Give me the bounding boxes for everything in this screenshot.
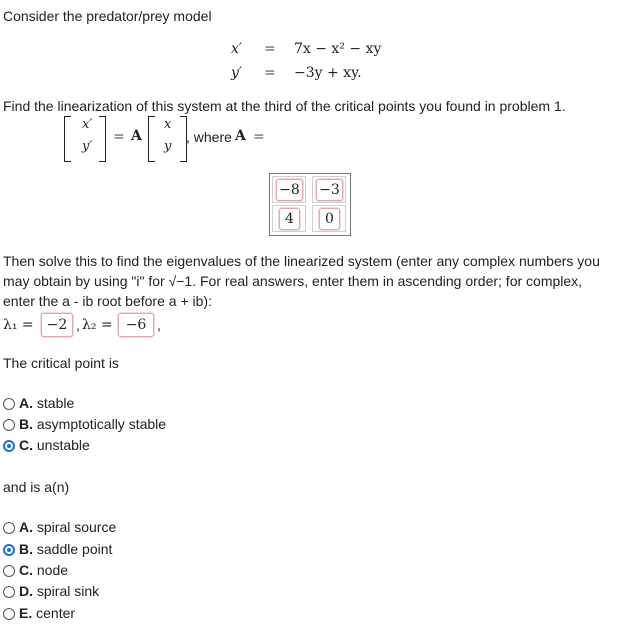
- matrix-answer-grid: [269, 173, 351, 236]
- lambda2-label: λ₂ =: [82, 317, 113, 333]
- matrix-a11-input[interactable]: −8: [276, 179, 303, 201]
- lhs-top: x′: [82, 117, 93, 132]
- intro-text: Consider the predator/prey model: [3, 8, 212, 24]
- eigen-instructions-3: enter the a - ib root before a + ib):: [3, 293, 212, 309]
- eq1-lhs: x′: [231, 41, 243, 57]
- radio-stable[interactable]: [3, 398, 15, 410]
- option-letter: D.: [19, 583, 33, 599]
- eq1-rhs: 7x − x² − xy: [294, 41, 382, 57]
- rhs-top: x: [164, 117, 172, 132]
- matrix-A-symbol-2: A: [235, 128, 246, 144]
- matrix-cell: [272, 205, 306, 232]
- radio-node[interactable]: [3, 565, 15, 577]
- radio-center[interactable]: [3, 608, 15, 620]
- radio-spiral-source[interactable]: [3, 522, 15, 534]
- problem-text: Find the linearization of this system at the third of the critical points you found in problem 1.: [3, 98, 566, 114]
- option-letter: A.: [19, 395, 33, 411]
- right-bracket: [99, 116, 106, 162]
- option-label: saddle point: [36, 541, 113, 557]
- option-label: center: [36, 605, 76, 621]
- option-label: asymptotically stable: [36, 416, 167, 432]
- where-equals: =: [253, 129, 265, 145]
- option-label: stable: [36, 395, 75, 411]
- radio-saddle-point-selected[interactable]: [3, 544, 15, 556]
- lambda2-input[interactable]: −6: [118, 313, 154, 337]
- stability-question: The critical point is: [3, 355, 119, 371]
- lambda1-label: λ₁ =: [3, 317, 34, 333]
- option-label: node: [36, 562, 69, 578]
- option-letter: A.: [19, 519, 33, 535]
- type-question: and is a(n): [3, 479, 70, 495]
- option-label: spiral sink: [36, 583, 100, 599]
- eq2-lhs: y′: [231, 65, 243, 81]
- radio-unstable-selected[interactable]: [3, 440, 15, 452]
- option-letter: B.: [19, 541, 33, 557]
- rhs-bottom: y: [164, 139, 172, 154]
- eq2-equals: =: [264, 65, 276, 81]
- lambda1-input[interactable]: −2: [41, 313, 73, 337]
- radio-spiral-sink[interactable]: [3, 586, 15, 598]
- option-label: spiral source: [36, 519, 117, 535]
- left-bracket-2: [148, 116, 155, 162]
- left-bracket: [64, 116, 71, 162]
- matrix-A-symbol: A: [131, 128, 142, 144]
- lambda-end: ,: [157, 317, 161, 333]
- matrix-a22-input[interactable]: 0: [319, 208, 340, 230]
- matrix-cell: [272, 176, 306, 203]
- option-label: unstable: [36, 437, 90, 453]
- lhs-bottom: y′: [82, 139, 93, 154]
- eq1-equals: =: [264, 41, 276, 57]
- lin-equals: =: [113, 129, 125, 145]
- where-text: , where: [186, 129, 232, 145]
- radio-asymptotically-stable[interactable]: [3, 419, 15, 431]
- option-letter: E.: [19, 605, 33, 621]
- matrix-a12-input[interactable]: −3: [316, 179, 343, 201]
- matrix-cell: [312, 205, 346, 232]
- matrix-cell: [312, 176, 346, 203]
- matrix-a21-input[interactable]: 4: [279, 208, 300, 230]
- option-letter: C.: [19, 562, 33, 578]
- lambda-separator: ,: [76, 317, 80, 333]
- eq2-rhs: −3y + xy.: [294, 65, 362, 81]
- option-letter: C.: [19, 437, 33, 453]
- option-letter: B.: [19, 416, 33, 432]
- eigen-instructions-1: Then solve this to find the eigenvalues of the linearized system (enter any complex numbers you: [3, 253, 600, 269]
- eigen-instructions-2: may obtain by using "i" for √−1. For real answers, enter them in ascending order; for complex,: [3, 273, 583, 289]
